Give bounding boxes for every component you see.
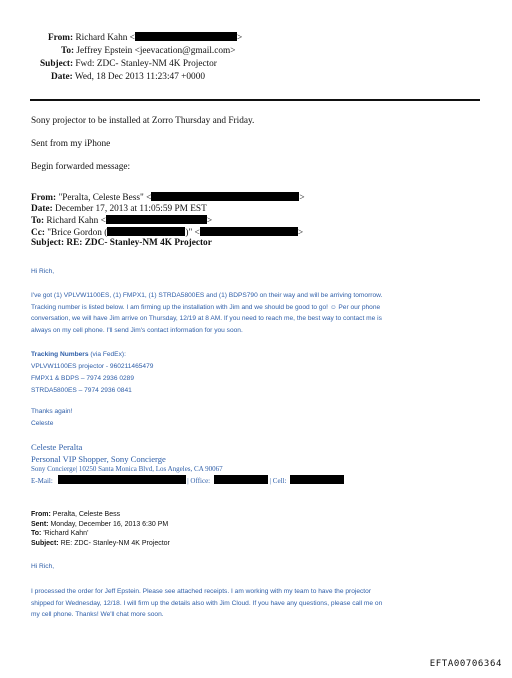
body-line: Begin forwarded message: (31, 162, 131, 172)
subject-line: Subject: RE: ZDC- Stanley-NM 4K Projector (31, 539, 170, 547)
paragraph-line: conversation, we will have Jim arrive on Thursday, 12/19 at 8 AM. If you need to reach me, the best way to contact me is (31, 315, 382, 322)
subject-line: Subject: RE: ZDC- Stanley-NM 4K Projector (31, 238, 212, 248)
from-line: From: Richard Kahn < > (48, 33, 243, 43)
signature-name: Celeste Peralta (31, 442, 83, 452)
redaction-bar (214, 475, 268, 484)
paragraph-line: Tracking number is listed below. I am firming up the installation with Jim and we should be good to go! ☺ Per our phone (31, 303, 381, 311)
subject-line: Subject: Fwd: ZDC- Stanley-NM 4K Projector (40, 59, 217, 69)
from-line: From: Peralta, Celeste Bess (31, 511, 121, 518)
redaction-bar (135, 32, 237, 41)
divider (30, 99, 480, 101)
paragraph-line: shipped for Wednesday, 12/18. I will firm up the details also with Jim Cloud. If you have any questions, please call me on (31, 599, 383, 607)
redaction-bar (106, 215, 207, 224)
signature-contact: E-Mail: | Office: | Cell: (31, 475, 344, 486)
tracking-item: STRDA5800ES – 7974 2936 0841 (31, 387, 132, 394)
signature-address: Sony Concierge| 10250 Santa Monica Blvd, Los Angeles, CA 90067 (31, 465, 223, 473)
redaction-bar (58, 475, 186, 484)
body-line: Sent from my iPhone (31, 139, 111, 149)
paragraph-line: I've got (1) VPLVW1100ES, (1) FMPX1, (1) STRDA5800ES and (1) BDPS790 on their way and will be arriving tomorrow. (31, 292, 383, 299)
sent-line: Sent: Monday, December 16, 2013 6:30 PM (31, 520, 169, 528)
thanks: Thanks again! (31, 408, 73, 415)
from-line: From: "Peralta, Celeste Bess" < > (31, 193, 305, 203)
tracking-title: Tracking Numbers (via FedEx): (31, 351, 126, 358)
paragraph-line: my cell phone. Thanks! We'll chat more soon. (31, 611, 164, 618)
sign-off-name: Celeste (31, 420, 54, 427)
signature-title: Personal VIP Shopper, Sony Concierge (31, 454, 166, 464)
greeting: Hi Rich, (31, 268, 55, 275)
to-line: To: Richard Kahn < > (31, 216, 213, 226)
cc-line: Cc: "Brice Gordon ( )" < > (31, 227, 304, 238)
date-line: Date: Wed, 18 Dec 2013 11:23:47 +0000 (51, 72, 205, 82)
redaction-bar (107, 227, 185, 236)
redaction-bar (151, 192, 299, 201)
tracking-item: VPLVW1100ES projector - 960211465479 (31, 363, 154, 370)
document-id: EFTA00706364 (429, 659, 502, 669)
redaction-bar (200, 227, 298, 236)
paragraph-line: always on my cell phone. I'll send Jim's contact information for you soon. (31, 326, 243, 334)
to-line: To: Jeffrey Epstein <jeevacation@gmail.com> (61, 46, 236, 56)
greeting: Hi Rich, (31, 563, 55, 570)
body-line: Sony projector to be installed at Zorro Thursday and Friday. (31, 116, 255, 126)
date-line: Date: December 17, 2013 at 11:05:59 PM EST (31, 203, 207, 214)
tracking-item: FMPX1 & BDPS – 7974 2936 0289 (31, 375, 135, 382)
to-line: To: 'Richard Kahn' (31, 530, 89, 537)
paragraph-line: I processed the order for Jeff Epstein. Please see attached receipts. I am working with my team to have the projector (31, 588, 371, 595)
redaction-bar (290, 475, 344, 484)
